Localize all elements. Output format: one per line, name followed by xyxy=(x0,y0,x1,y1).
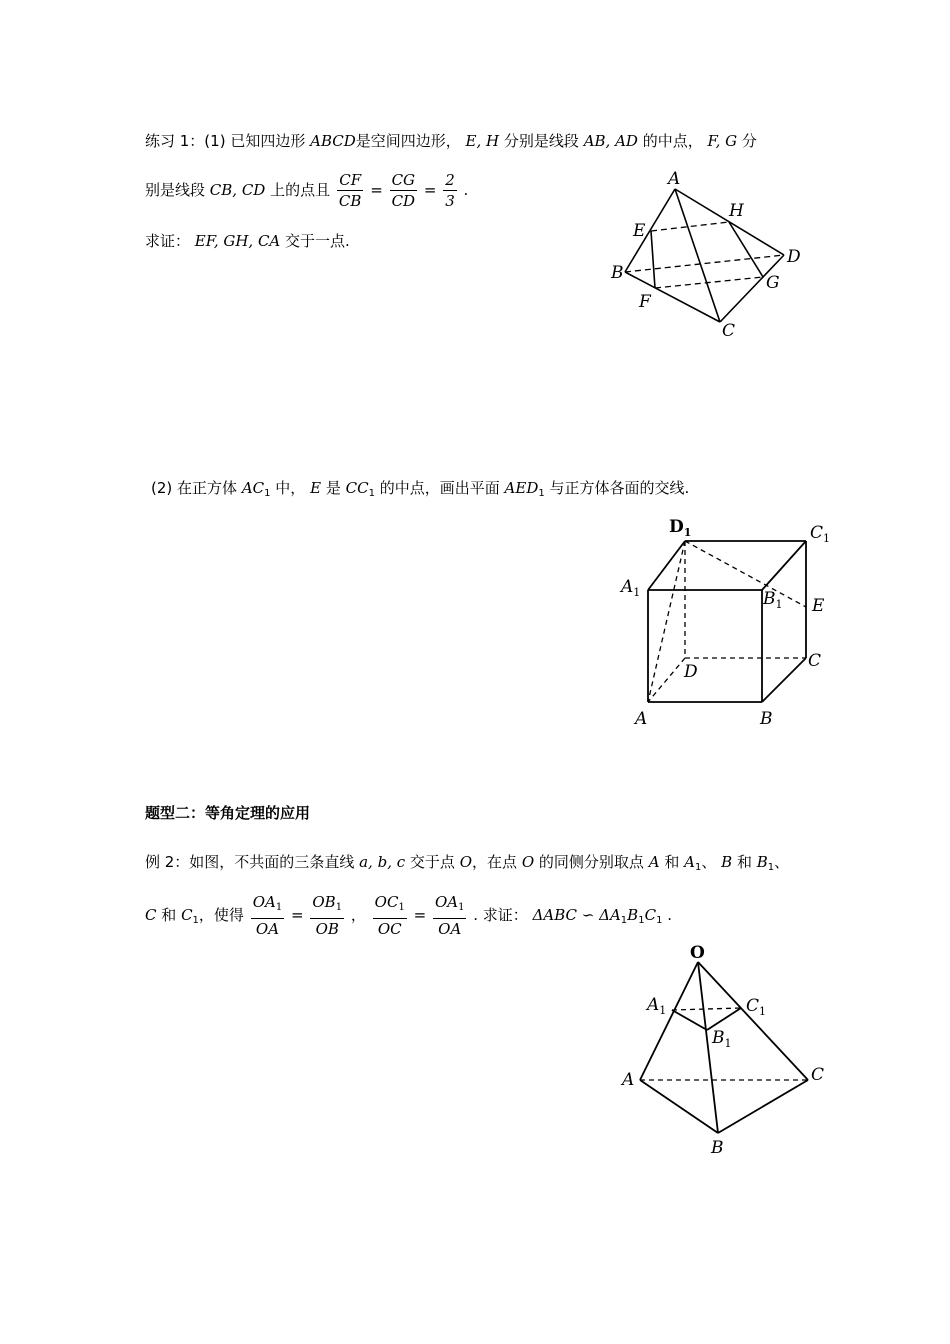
label-b: B xyxy=(760,709,773,729)
edge-da-hidden xyxy=(648,658,685,702)
text: 分 xyxy=(741,132,757,150)
ex2-line xyxy=(151,478,689,504)
text: 例 2：如图，不共面的三条直线 xyxy=(145,853,355,871)
math: O xyxy=(459,853,473,871)
label-f: F xyxy=(639,292,651,312)
text: 、 xyxy=(774,853,790,871)
numerator: 2 xyxy=(445,171,455,189)
text: ， xyxy=(350,906,366,924)
subscript: 1 xyxy=(767,862,775,873)
denominator: OC xyxy=(377,920,402,938)
line-oa xyxy=(640,962,698,1080)
label-c1: $C_1$ xyxy=(746,996,767,1018)
equals: = xyxy=(423,181,437,199)
subscript: 1 xyxy=(656,915,663,926)
text: 是 xyxy=(325,479,341,497)
text: 求证： xyxy=(145,232,191,250)
fraction-cf-cb xyxy=(337,170,364,211)
text: 与正方体各面的交线. xyxy=(549,479,690,497)
text: 是空间四边形， xyxy=(355,132,461,150)
edge-ab xyxy=(640,1080,718,1133)
math: B xyxy=(627,906,639,924)
math: AB, AD xyxy=(583,132,638,150)
text: . xyxy=(667,906,672,924)
text: 别是线段 xyxy=(145,181,206,199)
text: . 求证： xyxy=(473,906,528,924)
ex1-line2 xyxy=(145,170,468,211)
line-oc xyxy=(698,962,808,1080)
fraction-oc1-oc xyxy=(373,892,407,939)
text: 和 xyxy=(736,853,752,871)
denominator: CB xyxy=(338,192,362,210)
math: F, G xyxy=(707,132,738,150)
text: 中， xyxy=(275,479,306,497)
fraction-2-3 xyxy=(443,170,457,211)
figure-space-quadrilateral xyxy=(600,160,820,345)
math: A xyxy=(648,853,660,871)
example2-line2 xyxy=(145,892,672,939)
ex1-line3 xyxy=(145,231,350,251)
subscript: 1 xyxy=(538,488,545,499)
text: 、 xyxy=(701,853,717,871)
edge-d1a1 xyxy=(648,541,685,590)
fraction-oa1-oa-2 xyxy=(433,892,467,939)
ex1-line1 xyxy=(145,131,757,151)
denominator: OB xyxy=(315,920,339,938)
math: C xyxy=(145,906,157,924)
text: 的中点，画出平面 xyxy=(379,479,500,497)
label-b1: $B_1$ xyxy=(763,589,783,611)
math: B xyxy=(756,853,768,871)
math: ABCD xyxy=(310,132,356,150)
label-c: C xyxy=(808,651,822,671)
math: AC xyxy=(241,479,265,497)
text: 分别是线段 xyxy=(503,132,579,150)
math: O xyxy=(521,853,535,871)
label-d1: $D_1$ xyxy=(669,517,692,539)
numerator: $OB_1$ xyxy=(310,892,344,919)
label-e: E xyxy=(812,596,825,616)
numerator: CG xyxy=(391,171,416,189)
segment-d1e-hidden xyxy=(685,541,806,607)
label-d: D xyxy=(787,247,801,267)
text: ，使得 xyxy=(198,906,244,924)
label-c: C xyxy=(722,321,736,341)
denominator: OA xyxy=(438,920,462,938)
label-b: B xyxy=(611,263,624,283)
fraction-oa1-oa xyxy=(251,892,285,939)
figure-pyramid xyxy=(610,935,840,1160)
label-b1: $B_1$ xyxy=(712,1028,732,1050)
segment-hg xyxy=(729,222,763,277)
numerator: CF xyxy=(339,171,362,189)
denominator: 3 xyxy=(445,192,455,210)
label-a1: $A_1$ xyxy=(647,995,667,1017)
math: E xyxy=(310,479,322,497)
subscript: 1 xyxy=(192,915,199,926)
text: . xyxy=(463,181,469,199)
label-a1: $A_1$ xyxy=(621,577,641,599)
numerator: $OC_1$ xyxy=(373,892,407,919)
label-a: A xyxy=(622,1070,635,1090)
text: 上的点且 xyxy=(270,181,331,199)
label-g: G xyxy=(766,273,780,293)
edge-bc xyxy=(718,1080,808,1133)
equals: = xyxy=(291,906,304,924)
text: 的中点， xyxy=(642,132,703,150)
math: E, H xyxy=(465,132,500,150)
label-h: H xyxy=(729,201,744,221)
edge-bd-hidden xyxy=(625,255,784,272)
label-d: D xyxy=(684,662,698,682)
label-b: B xyxy=(711,1138,724,1158)
figure-cube xyxy=(610,510,840,735)
math: A xyxy=(684,853,695,871)
label-c1: $C_1$ xyxy=(810,523,831,545)
text: 的同侧分别取点 xyxy=(538,853,644,871)
label-o: O xyxy=(690,943,705,963)
math: AED xyxy=(504,479,539,497)
label-a: A xyxy=(635,709,648,729)
segment-eh-hidden xyxy=(651,222,729,231)
edge-b1c1 xyxy=(707,1008,741,1030)
math: C xyxy=(181,906,193,924)
math: EF, GH, CA xyxy=(194,232,281,250)
denominator: OA xyxy=(255,920,280,938)
label-e: E xyxy=(633,221,646,241)
fraction-cg-cd xyxy=(390,170,418,211)
math: a, b, c xyxy=(359,853,406,871)
text: 交于点 xyxy=(409,853,455,871)
text: 交于一点. xyxy=(285,232,350,250)
equals: = xyxy=(413,906,427,924)
example2-line1 xyxy=(145,852,789,878)
edge-a1b1 xyxy=(672,1010,707,1030)
math: C xyxy=(644,906,657,924)
label-a: A xyxy=(668,169,681,189)
denominator: CD xyxy=(391,192,416,210)
text: 练习 1：(1) 已知四边形 xyxy=(145,132,306,150)
subscript: 1 xyxy=(264,488,271,499)
section-title: 题型二：等角定理的应用 xyxy=(145,804,311,822)
text: (2) 在正方体 xyxy=(151,479,238,497)
edge-c1b1 xyxy=(762,541,806,590)
subscript: 1 xyxy=(368,488,375,499)
numerator: $OA_1$ xyxy=(251,892,285,919)
subscript: 1 xyxy=(694,862,702,873)
text: 和 xyxy=(161,906,177,924)
math: ΔABC ∽ ΔA xyxy=(532,906,621,924)
equals: = xyxy=(370,181,383,199)
label-c: C xyxy=(811,1065,825,1085)
numerator: $OA_1$ xyxy=(433,892,467,919)
math: CC xyxy=(345,479,369,497)
math: B xyxy=(721,853,733,871)
math: CB, CD xyxy=(209,181,266,199)
edge-bc xyxy=(762,658,806,702)
segment-ef xyxy=(651,231,655,288)
segment-fg-hidden xyxy=(655,277,763,288)
fraction-ob1-ob xyxy=(310,892,344,939)
edge-a1c1-hidden xyxy=(672,1008,741,1010)
text: 和 xyxy=(664,853,680,871)
subscript: 1 xyxy=(638,915,645,926)
subscript: 1 xyxy=(620,915,628,926)
text: ，在点 xyxy=(472,853,518,871)
